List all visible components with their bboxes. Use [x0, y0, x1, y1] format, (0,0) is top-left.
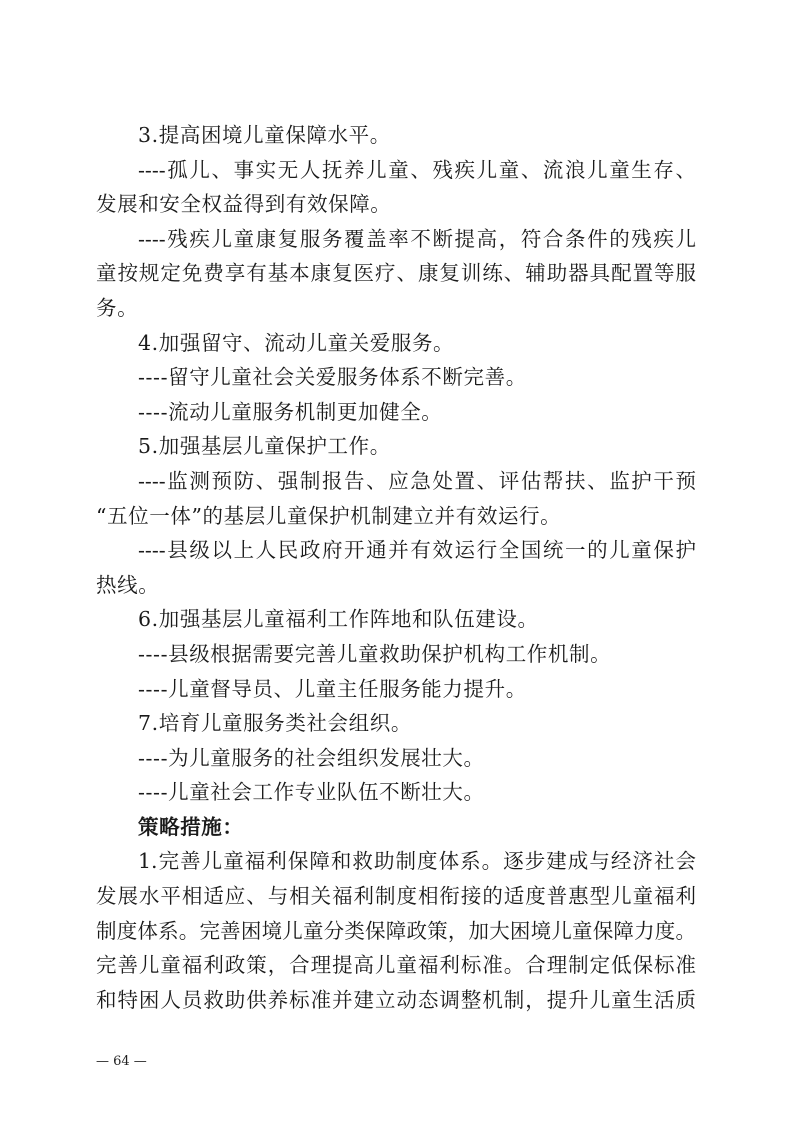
text-line: ----残疾儿童康复服务覆盖率不断提高，符合条件的残疾儿: [138, 226, 696, 251]
text-line: ----为儿童服务的社会组织发展壮大。: [138, 745, 485, 770]
text-line: ----孤儿、事实无人抚养儿童、残疾儿童、流浪儿童生存、: [138, 157, 696, 182]
text-line: 发展和安全权益得到有效保障。: [96, 192, 392, 217]
text-line: “五位一体”的基层儿童保护机制建立并有效运行。: [96, 503, 562, 528]
text-line: ----留守儿童社会关爱服务体系不断完善。: [138, 365, 527, 390]
text-line: ----县级根据需要完善儿童救助保护机构工作机制。: [138, 641, 612, 666]
text-line: 发展水平相适应、与相关福利制度相衔接的适度普惠型儿童福利: [96, 884, 696, 909]
section-heading: 策略措施：: [138, 814, 244, 839]
text-line: 5.加强基层儿童保护工作。: [138, 434, 391, 459]
text-line: 6.加强基层儿童福利工作阵地和队伍建设。: [138, 607, 539, 632]
page-number: — 64 —: [96, 1054, 147, 1069]
text-line: 和特困人员救助供养标准并建立动态调整机制，提升儿童生活质: [96, 987, 696, 1012]
text-line: 热线。: [96, 572, 160, 597]
text-line: 3.提高困境儿童保障水平。: [138, 123, 391, 147]
text-line: 1.完善儿童福利保障和救助制度体系。逐步建成与经济社会: [138, 849, 696, 874]
text-line: 童按规定免费享有基本康复医疗、康复训练、辅助器具配置等服: [96, 261, 696, 286]
text-line: 务。: [96, 295, 139, 320]
text-line: ----儿童社会工作专业队伍不断壮大。: [138, 780, 485, 805]
text-line: 完善儿童福利政策，合理提高儿童福利标准。合理制定低保标准: [96, 953, 696, 978]
text-line: 4.加强留守、流动儿童关爱服务。: [138, 330, 455, 355]
text-line: 制度体系。完善困境儿童分类保障政策，加大困境儿童保障力度。: [96, 918, 696, 943]
text-line: ----儿童督导员、儿童主任服务能力提升。: [138, 676, 527, 701]
body-text: [96, 118, 696, 1017]
text-line: ----流动儿童服务机制更加健全。: [138, 399, 443, 424]
text-line: 7.培育儿童服务类社会组织。: [138, 711, 412, 736]
text-line: ----县级以上人民政府开通并有效运行全国统一的儿童保护: [138, 538, 696, 563]
text-line: ----监测预防、强制报告、应急处置、评估帮扶、监护干预: [138, 468, 696, 493]
